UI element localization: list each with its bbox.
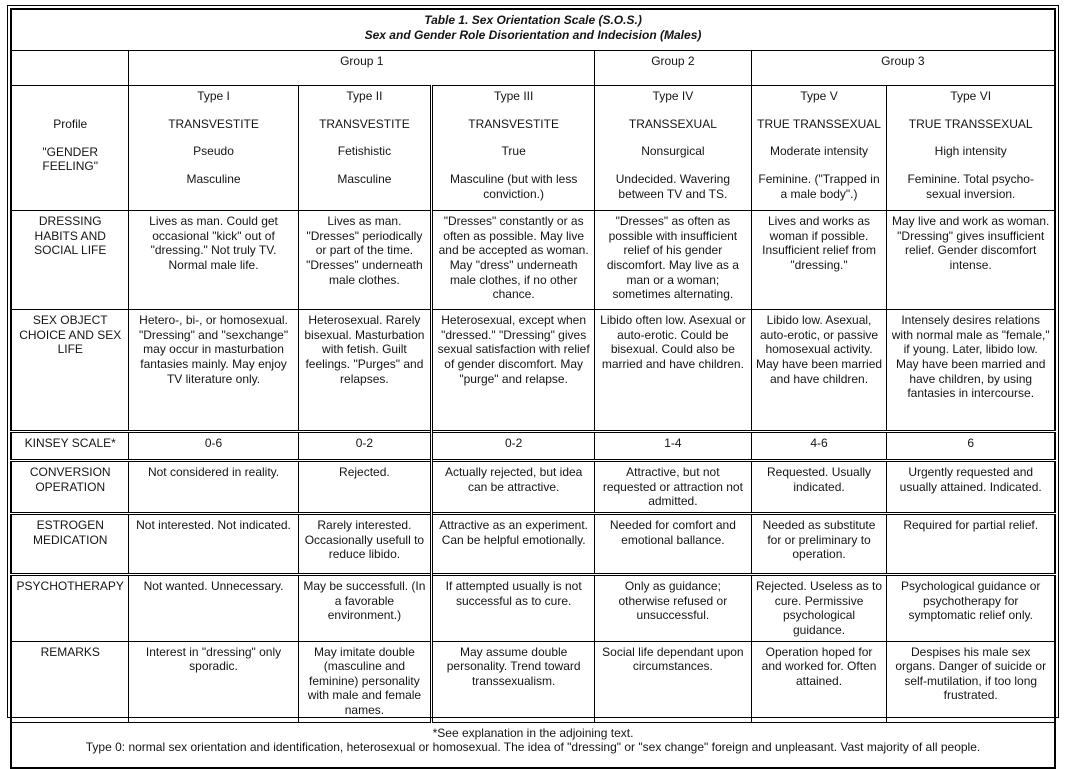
footnotes xyxy=(11,722,1055,768)
cell-kinsey-scale-type2: 0-2 xyxy=(298,432,432,461)
profile-cell-type5 xyxy=(751,86,887,211)
profile-line: Undecided. Wavering between TV and TS. xyxy=(615,171,731,201)
profile-line: Type IV xyxy=(652,89,694,103)
cell-psychotherapy-type4: Only as guidance; otherwise refused or unsuccessful. xyxy=(595,575,752,642)
group-header: Group 2 xyxy=(595,51,752,86)
row-label-kinsey-scale: KINSEY SCALE* xyxy=(11,432,129,461)
row-label-dressing-habits: DRESSING HABITS AND SOCIAL LIFE xyxy=(11,211,129,310)
cell-remarks-type6: Despises his male sex organs. Danger of suicide or self-mutilation, if too long frustrated. xyxy=(887,641,1055,722)
profile-line: Type V xyxy=(800,89,838,103)
cell-conversion-operation-type4: Attractive, but not requested or attraction not admitted. xyxy=(595,461,752,514)
cell-conversion-operation-type2: Rejected. xyxy=(298,461,432,514)
row-label-remarks: REMARKS xyxy=(11,641,129,722)
cell-dressing-habits-type1: Lives as man. Could get occasional "kick" out of "dressing." Not truly TV. Normal male life. xyxy=(129,211,298,310)
profile-cell-type6 xyxy=(887,86,1055,211)
cell-conversion-operation-type5: Requested. Usually indicated. xyxy=(751,461,887,514)
cell-remarks-type1: Interest in "dressing" only sporadic. xyxy=(129,641,298,722)
cell-estrogen-medication-type2: Rarely interested. Occasionally usefull to reduce libido. xyxy=(298,514,432,575)
table-title xyxy=(11,9,1055,51)
cell-dressing-habits-type4: "Dresses" as often as possible with insufficient relief of his gender discomfort. May live as a man or a woman; sometimes alternating. xyxy=(595,211,752,310)
cell-kinsey-scale-type4: 1-4 xyxy=(595,432,752,461)
cell-estrogen-medication-type3: Attractive as an experiment. Can be helpful emotionally. xyxy=(432,514,595,575)
profile-line: TRANSSEXUAL xyxy=(628,116,717,131)
profile-line: Type VI xyxy=(950,89,992,103)
profile-line: TRANSVESTITE xyxy=(319,116,410,131)
profile-line: TRUE TRANSSEXUAL xyxy=(757,116,881,131)
cell-dressing-habits-type3: "Dresses" constantly or as often as possible. May live and be accepted as woman. May "dress" underneath male clothes, if no other chance. xyxy=(432,211,595,310)
profile-label-line: Profile xyxy=(53,117,88,131)
cell-remarks-type5: Operation hoped for and worked for. Often attained. xyxy=(751,641,887,722)
cell-conversion-operation-type1: Not considered in reality. xyxy=(129,461,298,514)
cell-dressing-habits-type2: Lives as man. "Dresses" periodically or part of the time. "Dresses" underneath male clothes. xyxy=(298,211,432,310)
cell-psychotherapy-type6: Psychological guidance or psychotherapy for symptomatic relief only. xyxy=(887,575,1055,642)
profile-line: True xyxy=(501,144,526,159)
profile-line: Type III xyxy=(493,89,534,103)
cell-psychotherapy-type5: Rejected. Useless as to cure. Permissive psychological guidance. xyxy=(751,575,887,642)
profile-line: High intensity xyxy=(934,144,1007,159)
profile-line: TRUE TRANSSEXUAL xyxy=(908,116,1033,131)
profile-line: Type II xyxy=(346,89,383,103)
row-label-estrogen-medication: ESTROGEN MEDICATION xyxy=(11,514,129,575)
cell-sex-object-choice-type4: Libido often low. Asexual or auto-erotic. Could be bisexual. Could also be married and have children. xyxy=(595,310,752,432)
table-title-line1: Table 1. Sex Orientation Scale (S.O.S.) xyxy=(424,13,642,27)
cell-kinsey-scale-type1: 0-6 xyxy=(129,432,298,461)
group-header: Group 1 xyxy=(129,51,595,86)
profile-cell-type3 xyxy=(432,86,595,211)
cell-kinsey-scale-type3: 0-2 xyxy=(432,432,595,461)
row-label-conversion-operation: CONVERSION OPERATION xyxy=(11,461,129,514)
cell-estrogen-medication-type1: Not interested. Not indicated. xyxy=(129,514,298,575)
profile-line: Pseudo xyxy=(193,144,234,159)
footnote-line1: *See explanation in the adjoining text. xyxy=(432,725,634,740)
group-header: Group 3 xyxy=(751,51,1055,86)
cell-kinsey-scale-type5: 4-6 xyxy=(751,432,887,461)
row-label-sex-object-choice: SEX OBJECT CHOICE AND SEX LIFE xyxy=(11,310,129,432)
profile-line: Fetishistic xyxy=(337,144,392,159)
profile-line: Masculine (but with less conviction.) xyxy=(449,171,578,201)
cell-estrogen-medication-type5: Needed as substitute for or preliminary to operation. xyxy=(751,514,887,575)
row-label-psychotherapy: PSYCHOTHERAPY xyxy=(11,575,129,642)
cell-dressing-habits-type6: May live and work as woman. "Dressing" gives insufficient relief. Gender discomfort intense. xyxy=(887,211,1055,310)
profile-line: TRANSVESTITE xyxy=(168,116,259,131)
profile-line: Feminine. ("Trapped in a male body".) xyxy=(758,171,880,201)
cell-remarks-type4: Social life dependant upon circumstances. xyxy=(595,641,752,722)
table-outer-border xyxy=(7,5,1059,755)
cell-sex-object-choice-type1: Hetero-, bi-, or homosexual. "Dressing" and "sexchange" may occur in masturbation fantasies mainly. May enjoy TV literature only. xyxy=(129,310,298,432)
cell-conversion-operation-type6: Urgently requested and usually attained. Indicated. xyxy=(887,461,1055,514)
profile-line: Masculine xyxy=(186,171,241,186)
profile-line: Feminine. Total psycho-sexual inversion. xyxy=(907,171,1034,201)
sos-table xyxy=(10,8,1056,769)
profile-cell-type2 xyxy=(298,86,432,211)
footnote-line2: Type 0: normal sex orientation and identification, heterosexual or homosexual. The idea of "dressing" or "sex change" foreign and unpleasant. Vast majority of all people. xyxy=(85,740,981,755)
cell-kinsey-scale-type6: 6 xyxy=(887,432,1055,461)
cell-dressing-habits-type5: Lives and works as woman if possible. Insufficient relief from "dressing." xyxy=(751,211,887,310)
profile-line: Type I xyxy=(197,89,230,103)
cell-sex-object-choice-type6: Intensely desires relations with normal male as "female," if young. Later, libido low. May have been married and have children, by using fantasies in intercourse. xyxy=(887,310,1055,432)
profile-line: TRANSVESTITE xyxy=(468,116,559,131)
profile-line: Moderate intensity xyxy=(770,144,869,159)
profile-line: Nonsurgical xyxy=(641,144,705,159)
cell-remarks-type3: May assume double personality. Trend toward transsexualism. xyxy=(432,641,595,722)
profile-cell-type4 xyxy=(595,86,752,211)
profile-label-line: "GENDER FEELING" xyxy=(42,144,99,174)
cell-sex-object-choice-type5: Libido low. Asexual, auto-erotic, or passive homosexual activity. May have been married and have children. xyxy=(751,310,887,432)
profile-line: Masculine xyxy=(337,171,392,186)
cell-psychotherapy-type1: Not wanted. Unnecessary. xyxy=(129,575,298,642)
cell-estrogen-medication-type4: Needed for comfort and emotional ballance. xyxy=(595,514,752,575)
profile-cell-type1 xyxy=(129,86,298,211)
cell-sex-object-choice-type2: Heterosexual. Rarely bisexual. Masturbation with fetish. Guilt feelings. "Purges" and relapses. xyxy=(298,310,432,432)
cell-remarks-type2: May imitate double (masculine and feminine) personality with male and female names. xyxy=(298,641,432,722)
table-title-line2: Sex and Gender Role Disorientation and Indecision (Males) xyxy=(364,27,702,42)
cell-psychotherapy-type2: May be successfull. (In a favorable environment.) xyxy=(298,575,432,642)
row-label-profile xyxy=(11,86,129,211)
cell-psychotherapy-type3: If attempted usually is not successful as to cure. xyxy=(432,575,595,642)
cell-sex-object-choice-type3: Heterosexual, except when "dressed." "Dressing" gives sexual satisfaction with relief of gender discomfort. May "purge" and relapse. xyxy=(432,310,595,432)
cell-estrogen-medication-type6: Required for partial relief. xyxy=(887,514,1055,575)
cell-conversion-operation-type3: Actually rejected, but idea can be attractive. xyxy=(432,461,595,514)
corner-cell xyxy=(11,51,129,86)
